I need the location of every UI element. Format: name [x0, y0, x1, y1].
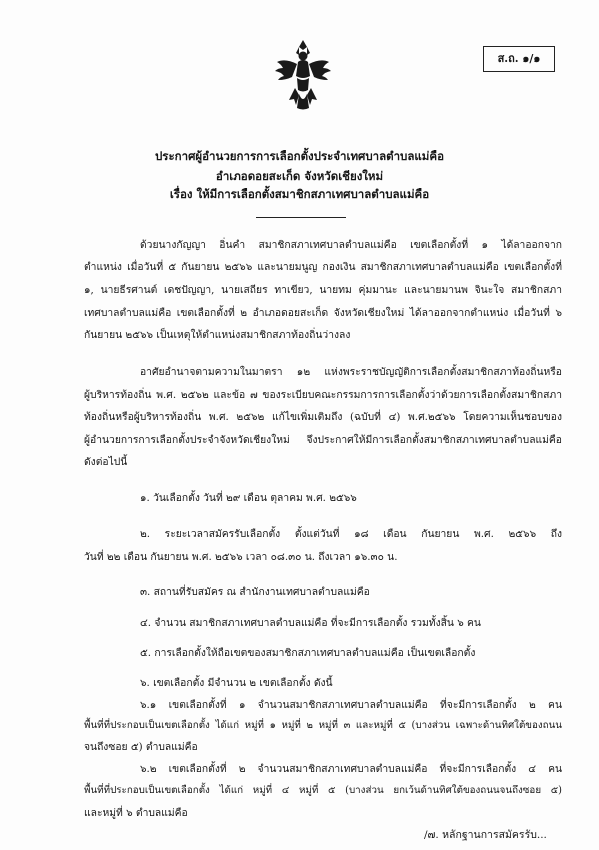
continuation-note: /๗. หลักฐานการสมัครรับ...: [424, 829, 547, 841]
paragraph-2-line-4: ผู้อำนวยการการเลือกตั้งประจำจังหวัดเชียงใหม่ จึงประกาศให้มีการเลือกตั้งสมาชิกสภาเทศบาลตำบลแม่คือ: [84, 434, 562, 446]
item-6-districts: ๖. เขตเลือกตั้ง มีจำนวน ๒ เขตเลือกตั้ง ดังนี้: [140, 677, 333, 689]
garuda-emblem-icon: [273, 38, 333, 112]
item-2-line-2: วันที่ ๒๒ เดือน กันยายน พ.ศ. ๒๕๖๖ เวลา ๐๘.๓๐ น. ถึงเวลา ๑๖.๓๐ น.: [84, 551, 398, 563]
item-6-2-line-3: และหมู่ที่ ๖ ตำบลแม่คือ: [84, 807, 188, 819]
item-3-venue: ๓. สถานที่รับสมัคร ณ สำนักงานเทศบาลตำบลแม่คือ: [140, 586, 370, 598]
paragraph-1-line-1: ด้วยนางกัญญา อิ่นคำ สมาชิกสภาเทศบาลตำบลแม่คือ เขตเลือกตั้งที่ ๑ ได้ลาออกจาก: [140, 239, 562, 251]
paragraph-1-line-3: ๑, นายธีรศานต์ เดชปัญญา, นายเสถียร ทาเขียว, นายทม คุ่มมานะ และนายมานพ จินะใจ สมาชิกสภา: [84, 284, 562, 296]
item-5-constituency: ๕. การเลือกตั้งให้ถือเขตของสมาชิกสภาเทศบาลตำบลแม่คือ เป็นเขตเลือกตั้ง: [140, 647, 476, 659]
header-divider: [256, 217, 346, 218]
item-6-2-line-1: ๖.๒ เขตเลือกตั้งที่ ๒ จำนวนสมาชิกสภาเทศบาลตำบลแม่คือ ที่จะมีการเลือกตั้ง ๔ คน: [140, 763, 562, 775]
item-4-seat-count: ๔. จำนวน สมาชิกสภาเทศบาลตำบลแม่คือ ที่จะมีการเลือกตั้ง รวมทั้งสิ้น ๖ คน: [140, 617, 481, 629]
item-6-1-line-1: ๖.๑ เขตเลือกตั้งที่ ๑ จำนวนสมาชิกสภาเทศบาลตำบลแม่คือ ที่จะมีการเลือกตั้ง ๒ คน: [140, 699, 562, 711]
header-line-3: เรื่อง ให้มีการเลือกตั้งสมาชิกสภาเทศบาลตำบลแม่คือ: [169, 187, 430, 201]
item-6-1-line-3: จนถึงซอย ๕) ตำบลแม่คือ: [84, 741, 198, 753]
paragraph-2-line-3: ท้องถิ่นหรือผู้บริหารท้องถิ่น พ.ศ. ๒๕๖๒ แก้ไขเพิ่มเติมถึง (ฉบับที่ ๔) พ.ศ.๒๕๖๖ โดยความเห็นชอบของ: [84, 411, 562, 423]
paragraph-2-line-1: อาศัยอำนาจตามความในมาตรา ๑๒ แห่งพระราชบัญญัติการเลือกตั้งสมาชิกสภาท้องถิ่นหรือ: [140, 366, 562, 378]
form-code-box: ส.ถ. ๑/๑: [483, 46, 555, 72]
item-6-1-line-2: พื้นที่ที่ประกอบเป็นเขตเลือกตั้ง ได้แก่ หมู่ที่ ๑ หมู่ที่ ๒ หมู่ที่ ๓ และหมู่ที่ ๕ (บางส่วน เฉพาะด้านทิศใต้ของถนน: [84, 720, 562, 731]
item-2-line-1: ๒. ระยะเวลาสมัครรับเลือกตั้ง ตั้งแต่วันที่ ๑๘ เดือน กันยายน พ.ศ. ๒๕๖๖ ถึง: [140, 528, 562, 540]
item-6-2-line-2: พื้นที่ที่ประกอบเป็นเขตเลือกตั้ง ได้แก่ หมู่ที่ ๔ หมู่ที่ ๕ (บางส่วน ยกเว้นด้านทิศใต้ของถนนจนถึงซอย ๕): [84, 785, 562, 796]
item-1-election-date: ๑. วันเลือกตั้ง วันที่ ๒๙ เดือน ตุลาคม พ.ศ. ๒๕๖๖: [140, 492, 357, 504]
paragraph-2-line-2: ผู้บริหารท้องถิ่น พ.ศ. ๒๕๖๒ และข้อ ๗ ของระเบียบคณะกรรมการการเลือกตั้งว่าด้วยการเลือกตั้งสมาชิกสภา: [84, 389, 562, 401]
paragraph-2-line-5: ดังต่อไปนี้: [84, 456, 128, 468]
paragraph-1-line-4: เทศบาลตำบลแม่คือ เขตเลือกตั้งที่ ๒ อำเภอดอยสะเก็ด จังหวัดเชียงใหม่ ได้ลาออกจากตำแหน่ง เมื่อวันที่ ๖: [84, 307, 562, 319]
paragraph-1-line-2: ตำแหน่ง เมื่อวันที่ ๕ กันยายน ๒๕๖๖ และนายมนูญ กองเงิน สมาชิกสภาเทศบาลตำบลแม่คือ เขตเลือกตั้งที่: [84, 261, 562, 273]
paragraph-1-line-5: กันยายน ๒๕๖๖ เป็นเหตุให้ตำแหน่งสมาชิกสภาท้องถิ่นว่างลง: [84, 329, 351, 341]
header-line-1: ประกาศผู้อำนวยการการเลือกตั้งประจำเทศบาลตำบลแม่คือ: [155, 149, 444, 163]
header-line-2: อำเภอดอยสะเก็ด จังหวัดเชียงใหม่: [215, 169, 384, 183]
